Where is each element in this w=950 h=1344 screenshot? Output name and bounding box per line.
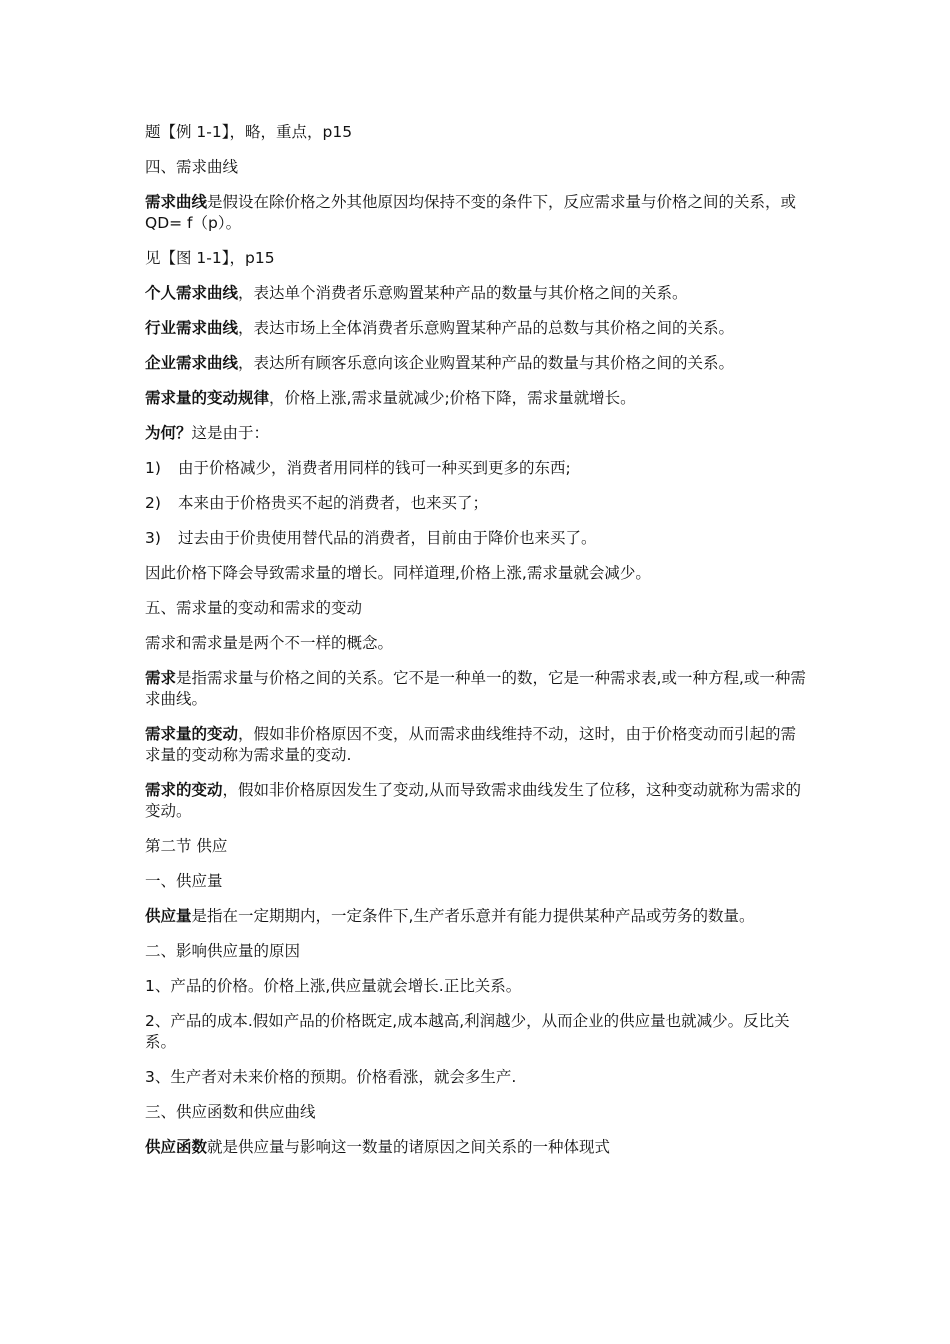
- heading-supply-function: 三、供应函数和供应曲线: [145, 1103, 316, 1121]
- definition-text: ，表达所有顾客乐意向该企业购置某种产品的数量与其价格之间的关系。: [238, 354, 735, 372]
- why-text: 这是由于：: [191, 424, 270, 442]
- term-demand-change: 需求的变动: [145, 781, 223, 799]
- list-number: 1): [145, 459, 161, 477]
- definition-text: 是指需求量与价格之间的关系。它不是一种单一的数，它是一种需求表,或一种方程,或一种需求曲线。: [145, 669, 806, 708]
- paragraph-demand-law: [145, 388, 810, 409]
- term-demand: 需求: [145, 669, 177, 687]
- definition-text: ，价格上涨,需求量就减少;价格下降，需求量就增长。: [269, 389, 636, 407]
- paragraph-quantity-change: [145, 724, 810, 766]
- definition-text: 是指在一定期期内，一定条件下,生产者乐意并有能力提供某种产品或劳务的数量。: [191, 907, 755, 925]
- list-item: [145, 493, 810, 514]
- definition-text: ，假如非价格原因发生了变动,从而导致需求曲线发生了位移，这种变动就称为需求的变动。: [145, 781, 801, 820]
- term-firm-demand-curve: 企业需求曲线: [145, 354, 239, 372]
- list-text: 本来由于价格贵买不起的消费者，也来买了；: [178, 494, 489, 512]
- heading-supply-factors: 二、影响供应量的原因: [145, 942, 301, 960]
- paragraph-supply-function: [145, 1137, 810, 1158]
- definition-text: 是假设在除价格之外其他原因均保持不变的条件下，反应需求量与价格之间的关系，或 QD= f（p）。: [145, 193, 797, 232]
- list-number: 3): [145, 529, 161, 547]
- paragraph-conclusion: 因此价格下降会导致需求量的增长。同样道理,价格上涨,需求量就会减少。: [145, 564, 651, 582]
- paragraph-why: [145, 423, 810, 444]
- term-why: 为何？: [145, 424, 192, 442]
- paragraph-firm-demand: [145, 353, 810, 374]
- term-demand-curve: 需求曲线: [145, 193, 208, 211]
- paragraph-industry-demand: [145, 318, 810, 339]
- list-item: [145, 458, 810, 479]
- paragraph-concepts: 需求和需求量是两个不一样的概念。: [145, 634, 394, 652]
- list-number: 2): [145, 494, 161, 512]
- paragraph-demand-change: [145, 780, 810, 822]
- heading-supply-quantity: 一、供应量: [145, 872, 223, 890]
- paragraph-demand-curve-definition: [145, 192, 810, 234]
- term-quantity-change: 需求量的变动: [145, 725, 239, 743]
- paragraph-factor-expectation: 3、生产者对未来价格的预期。价格看涨，就会多生产.: [145, 1068, 517, 1086]
- paragraph-supply-definition: [145, 906, 810, 927]
- definition-text: 就是供应量与影响这一数量的诸原因之间关系的一种体现式: [207, 1138, 611, 1156]
- paragraph-demand-definition: [145, 668, 810, 710]
- list-text: 由于价格减少，消费者用同样的钱可一种买到更多的东西;: [178, 459, 571, 477]
- paragraph-factor-cost: 2、产品的成本.假如产品的价格既定,成本越高,利润越少，从而企业的供应量也就减少。反比关系。: [145, 1012, 790, 1051]
- list-item: [145, 528, 810, 549]
- heading-section-supply: 第二节 供应: [145, 837, 228, 855]
- paragraph-factor-price: 1、产品的价格。价格上涨,供应量就会增长.正比关系。: [145, 977, 522, 995]
- paragraph-individual-demand: [145, 283, 810, 304]
- definition-text: ，表达单个消费者乐意购置某种产品的数量与其价格之间的关系。: [238, 284, 688, 302]
- list-text: 过去由于价贵使用替代品的消费者，目前由于降价也来买了。: [178, 529, 597, 547]
- document-page: [145, 122, 810, 1172]
- term-demand-law: 需求量的变动规律: [145, 389, 270, 407]
- term-supply-function: 供应函数: [145, 1138, 208, 1156]
- heading-demand-curve: 四、需求曲线: [145, 158, 239, 176]
- term-individual-demand-curve: 个人需求曲线: [145, 284, 239, 302]
- definition-text: ，假如非价格原因不变，从而需求曲线维持不动，这时，由于价格变动而引起的需求量的变动称为需求量的变动.: [145, 725, 797, 764]
- heading-quantity-vs-demand-change: 五、需求量的变动和需求的变动: [145, 599, 363, 617]
- definition-text: ，表达市场上全体消费者乐意购置某种产品的总数与其价格之间的关系。: [238, 319, 735, 337]
- term-supply-quantity: 供应量: [145, 907, 192, 925]
- paragraph-figure-ref: 见【图 1-1】，p15: [145, 249, 275, 267]
- paragraph-example-ref: 题【例 1-1】，略，重点，p15: [145, 123, 353, 141]
- term-industry-demand-curve: 行业需求曲线: [145, 319, 239, 337]
